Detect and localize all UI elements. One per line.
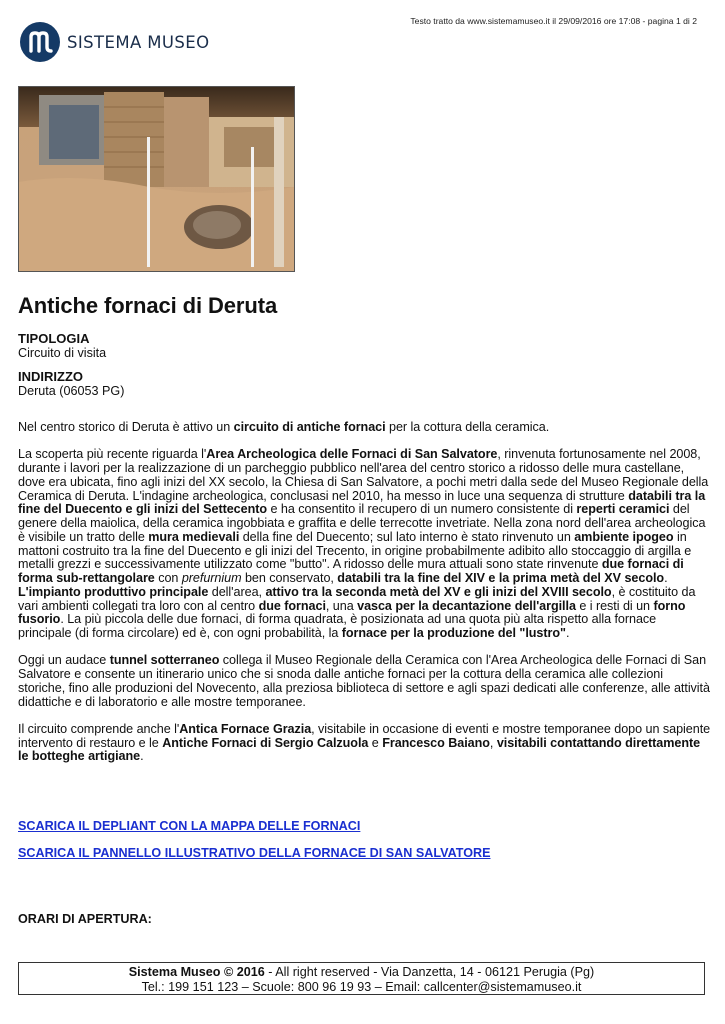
page-title: Antiche fornaci di Deruta [18, 293, 278, 318]
paragraph-circuito: Il circuito comprende anche l'Antica Fornace Grazia, visitabile in occasione di eventi e mostre temporanee dopo un sapiente intervento di restauro e le Antiche Fornaci di Sergio Calzuola e Francesco Baiano, visitabili contattando direttamente le botteghe artigiane. [18, 721, 711, 764]
page-footer [18, 962, 705, 995]
kiln-excavation-photo [18, 86, 295, 272]
page-source-note: Testo tratto da www.sistemamuseo.it il 29/09/2016 ore 17:08 - pagina 1 di 2 [410, 16, 697, 26]
download-depliant-link[interactable]: SCARICA IL DEPLIANT CON LA MAPPA DELLE FORNACI [18, 819, 361, 833]
opening-hours-label: ORARI DI APERTURA: [18, 912, 152, 926]
download-pannello-link[interactable]: SCARICA IL PANNELLO ILLUSTRATIVO DELLA FORNACE DI SAN SALVATORE [18, 846, 491, 860]
site-logo[interactable] [20, 22, 210, 62]
paragraph-tunnel: Oggi un audace tunnel sotterraneo collega il Museo Regionale della Ceramica con l'Area Archeologica delle Fornaci di San Salvatore e consente un itinerario unico che si snoda dalle antiche fornaci per la cottura della ceramica alle collezioni storiche, fino alle produzioni del Novecento, alla preziosa biblioteca di settore e agli spazi dedicati alle conferenze, alle attività didattiche e di laboratorio e alle mostre temporanee. [18, 653, 710, 709]
tipologia-label: TIPOLOGIA [18, 331, 90, 346]
tipologia-value: Circuito di visita [18, 346, 107, 360]
indirizzo-value: Deruta (06053 PG) [18, 384, 125, 398]
tipologia-section [18, 332, 106, 360]
article-body [18, 421, 712, 778]
sistema-museo-logo-icon [20, 22, 60, 62]
footer-line-2: Tel.: 199 151 123 – Scuole: 800 96 19 93 – Email: callcenter@sistemamuseo.it [141, 979, 582, 994]
footer-line-1: Sistema Museo © 2016 - All right reserved - Via Danzetta, 14 - 06121 Perugia (Pg) [128, 965, 595, 979]
paragraph-intro: Nel centro storico di Deruta è attivo un circuito di antiche fornaci per la cottura della ceramica. [18, 420, 550, 434]
footer-brand: Sistema Museo © 2016 [128, 965, 265, 979]
indirizzo-section [18, 370, 124, 398]
logo-wordmark: SISTEMA MUSEO [67, 32, 210, 52]
paragraph-san-salvatore: La scoperta più recente riguarda l'Area Archeologica delle Fornaci di San Salvatore, rinvenuta fortunosamente nel 2008, durante i lavori per la realizzazione di un parcheggio pubblico nell'area del centro storico a ridosso delle mura castellane, dove era ubicata, fino agli inizi del XX secolo, la Chiesa di San Salvatore, a pochi metri dalla sede del Museo Regionale della Ceramica di Deruta. L'indagine archeologica, conclusasi nel 2010, ha messo in luce una sequenza di strutture databili tra la fine del Duecento e gli inizi del Settecento e ha consentito il recupero di un numero consistente di reperti ceramici del genere della maiolica, della ceramica ingobbiata e graffita e delle terrecotte invetriate. Nella zona nord dell'area archeologica è visibile un tratto delle mura medievali della fine del Duecento; sul lato interno è stato rinvenuto un ambiente ipogeo in mattoni costruito tra la fine del Duecento e gli inizi del Trecento, in origine probabilmente adibito allo stoccaggio di argilla e metalli grezzi e successivamente utilizzato come "butto". A ridosso delle mura attuali sono state rinvenute due fornaci di forma sub-rettangolare con prefurnium ben conservato, databili tra la fine del XIV e la prima metà del XV secolo. L'impianto produttivo principale dell'area, attivo tra la seconda metà del XV e gli inizi del XVIII secolo, è costituito da vari ambienti collegati tra loro con al centro due fornaci, una vasca per la decantazione dell'argilla e i resti di un forno fusorio. La più piccola delle due fornaci, di forma quadrata, è posizionata ad una quota più alta rispetto alla fornace principale (di forma circolare) ed è, con ogni probabilità, la fornace per la produzione del "lustro". [18, 447, 709, 640]
indirizzo-label: INDIRIZZO [18, 369, 83, 384]
